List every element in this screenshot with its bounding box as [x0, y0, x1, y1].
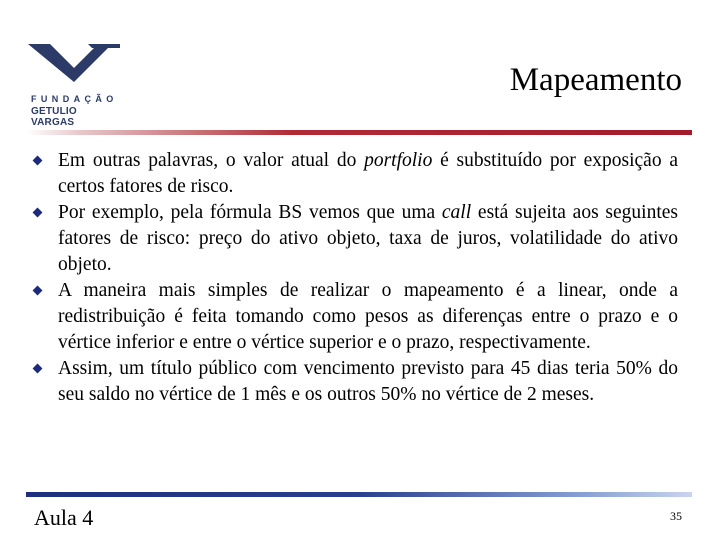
page-number: 35: [670, 509, 682, 523]
bullet-diamond-icon: [30, 148, 58, 200]
fgv-logo: [28, 44, 120, 128]
top-divider: [26, 130, 692, 135]
footer-lesson-label: Aula 4: [34, 505, 94, 530]
fgv-logo-mark-icon: [28, 44, 120, 84]
slide-title: Mapeamento: [509, 62, 682, 98]
bullet-item: [30, 148, 678, 200]
bullet-diamond-icon: [30, 200, 58, 278]
bullet-list: [30, 148, 678, 408]
bottom-divider: [26, 492, 692, 497]
bullet-diamond-icon: [30, 278, 58, 356]
logo-text-fundacao: FUNDAÇÃO: [31, 94, 118, 104]
bullet-text: Por exemplo, pela fórmula BS vemos que uma call está sujeita aos seguintes fatores de risco: preço do ativo objeto, taxa de juros, volatilidade do ativo objeto.: [58, 202, 678, 275]
logo-text-getulio-vargas: GETULIO VARGAS: [31, 106, 77, 128]
bullet-item: [30, 200, 678, 278]
bullet-text: A maneira mais simples de realizar o mapeamento é a linear, onde a redistribuição é feita tomando como pesos as diferenças entre o prazo e o vértice inferior e entre o vértice superior e o prazo, respectivamente.: [58, 280, 678, 353]
bullet-item: [30, 278, 678, 356]
bullet-text: Em outras palavras, o valor atual do portfolio é substituído por exposição a certos fatores de risco.: [58, 150, 678, 197]
bullet-diamond-icon: [30, 356, 58, 408]
bullet-text: Assim, um título público com vencimento previsto para 45 dias teria 50% do seu saldo no vértice de 1 mês e os outros 50% no vértice de 2 meses.: [58, 358, 678, 405]
bullet-item: [30, 356, 678, 408]
